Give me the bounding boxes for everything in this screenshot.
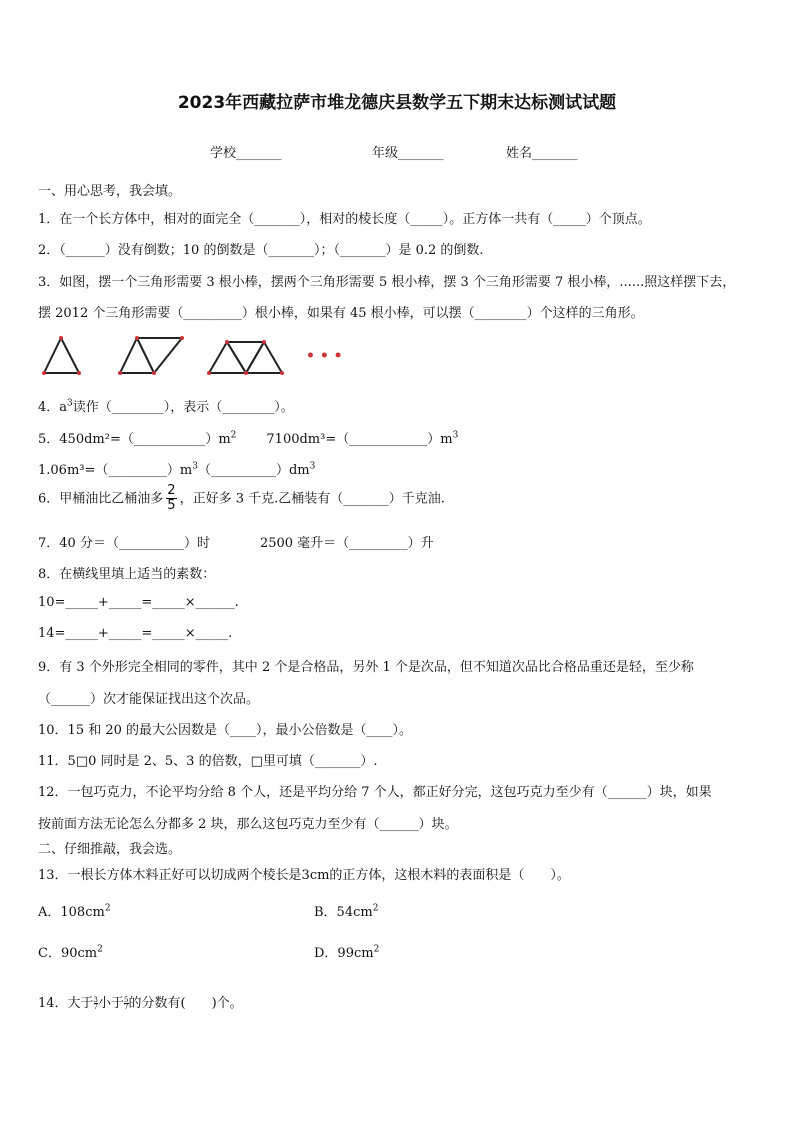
question-12-line-2: 按前面方法无论怎么分都多 2 块，那么这包巧克力至少有（______）块。 xyxy=(38,817,458,832)
question-9-line-2: （______）次才能保证找出这个次品。 xyxy=(38,692,260,707)
option-d: D．$99cm^2$ xyxy=(314,944,380,961)
question-5-line-1: 5．$450dm^2=(\_\_\_\_\_\_\_\_\_\_\_)m^2$ $7100dm^3=(\_\_\_\_\_\_\_\_\_\_\_\_)m^3$ xyxy=(38,430,459,447)
fraction-two-fifths: $\frac{2}{5}$ xyxy=(167,483,176,514)
question-8: 8．在横线里填上适当的素数： xyxy=(38,567,216,582)
section-1-heading: 一、用心思考，我会填。 xyxy=(38,184,182,199)
question-13: 13．一根长方体木料正好可以切成两个棱长是3cm的正方体，这根木料的表面积是（ ）。 xyxy=(38,868,570,883)
grade-field: 年级_______ xyxy=(372,146,444,161)
question-8-blank-a: 10=_____+_____=_____×______. xyxy=(38,595,239,610)
page-title: 2023年西藏拉萨市堆龙德庆县数学五下期末达标测试试题 xyxy=(177,93,617,113)
school-field: 学校_______ xyxy=(210,146,282,161)
name-field: 姓名_______ xyxy=(506,146,578,161)
fraction-three-sevenths: $\frac{3}{7}$ xyxy=(93,995,99,1011)
question-11: 11．5□0 同时是 2、5、3 的倍数，□里可填（_______）. xyxy=(38,754,378,769)
question-10: 10．15 和 20 的最大公因数是（____），最小公倍数是（____）。 xyxy=(38,723,413,738)
continuation-dots: • • • xyxy=(306,348,343,364)
question-6: 6．甲桶油比乙桶油多 $\frac{2}{5}$ ，正好多 3 千克.乙桶装有（_______）千克油. xyxy=(38,483,445,514)
section-2-heading: 二、仔细推敲，我会选。 xyxy=(38,842,182,857)
question-3-line-1: 3．如图，摆一个三角形需要 3 根小棒，摆两个三角形需要 5 根小棒，摆 3 个三角形需要 7 根小棒，......照这样摆下去， xyxy=(38,275,736,290)
question-1: 1．在一个长方体中，相对的面完全（_______），相对的棱长度（_____）。正方体一共有（_____）个顶点。 xyxy=(38,212,651,227)
option-b: B．$54cm^2$ xyxy=(314,903,379,920)
question-2: 2．（______）没有倒数；10 的倒数是（_______）；（_______）是 0.2 的倒数. xyxy=(38,243,484,258)
triangle-sticks-figure xyxy=(36,330,346,380)
question-12-line-1: 12．一包巧克力，不论平均分给 8 个人，还是平均分给 7 个人，都正好分完，这包巧克力至少有（______）块，如果 xyxy=(38,785,712,800)
question-9-line-1: 9．有 3 个外形完全相同的零件，其中 2 个是合格品，另外 1 个是次品，但不知道次品比合格品重还是轻，至少称 xyxy=(38,660,694,675)
question-3-line-2: 摆 2012 个三角形需要（_________）根小棒，如果有 45 根小棒，可以摆（________）个这样的三角形。 xyxy=(38,306,644,321)
question-14: 14．大于 $\frac{3}{7}$ 小于 $\frac{5}{7}$ 的分数有( )个。 xyxy=(38,995,243,1011)
question-4: 4．$a^3$读作（________），表示（________）。 xyxy=(38,398,294,415)
fraction-five-sevenths: $\frac{5}{7}$ xyxy=(124,995,129,1011)
option-a: A．$108cm^2$ xyxy=(38,903,111,920)
option-c: C．$90cm^2$ xyxy=(38,944,103,961)
question-8-blank-b: 14=_____+_____=_____×_____. xyxy=(38,626,233,641)
question-5-line-2: $1.06m^3=(\_\_\_\_\_\_\_\_\_)m^3(\_\_\_\_\_\_\_\_\_\_)dm^3$ xyxy=(38,461,316,478)
question-7: 7．40 分＝（__________）时 2500 毫升＝（_________）升 xyxy=(38,536,434,551)
